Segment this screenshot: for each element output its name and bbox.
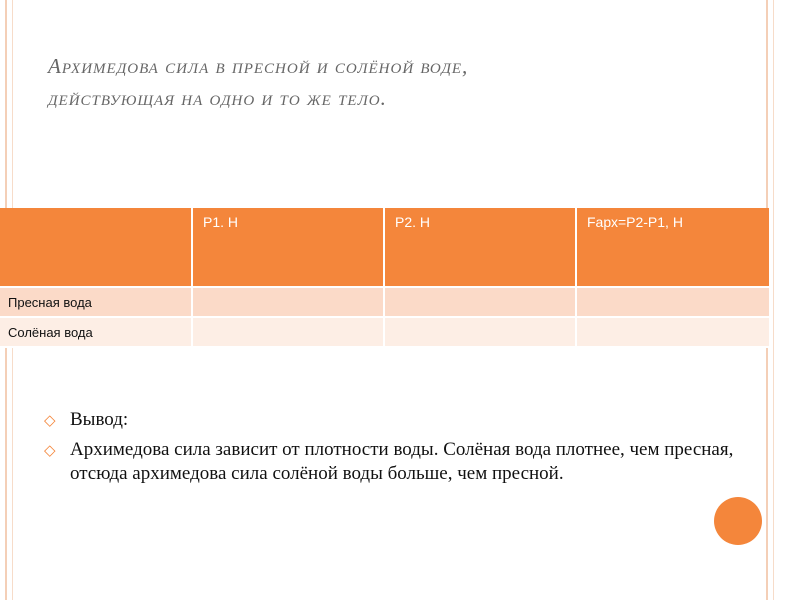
table-header-row — [0, 208, 769, 287]
data-table — [0, 208, 769, 348]
table-cell — [576, 287, 769, 317]
table-header-p1: P1. Н — [192, 208, 384, 287]
table-cell — [576, 317, 769, 347]
table-header-p2: P2. Н — [384, 208, 576, 287]
table-cell — [384, 317, 576, 347]
decorative-orange-circle — [714, 497, 762, 545]
table-row — [0, 317, 769, 347]
decorative-border-line-right-inner — [773, 0, 774, 600]
table-row-label: Солёная вода — [0, 317, 192, 347]
table-header-farch: Fарх=P2-P1, Н — [576, 208, 769, 287]
table-cell — [192, 287, 384, 317]
table-cell — [384, 287, 576, 317]
bullet-text: Архимедова сила зависит от плотности воды. Солёная вода плотнее, чем пресная, отсюда архимедова сила солёной воды больше, чем пресной. — [70, 439, 734, 484]
slide-title — [48, 50, 748, 114]
bullet-text: Вывод: — [70, 409, 129, 430]
table-cell — [192, 317, 384, 347]
conclusion-list — [44, 408, 744, 492]
slide-title-line-2: действующая на одно и то же тело. — [48, 86, 387, 110]
list-item — [44, 408, 744, 432]
hollow-diamond-bullet-icon: ◇ — [44, 441, 56, 459]
slide-title-line-1: Архимедова сила в пресной и солёной воде, — [48, 54, 469, 78]
list-item — [44, 438, 744, 486]
table-header-empty — [0, 208, 192, 287]
table-row-label: Пресная вода — [0, 287, 192, 317]
hollow-diamond-bullet-icon: ◇ — [44, 411, 56, 429]
table-row — [0, 287, 769, 317]
